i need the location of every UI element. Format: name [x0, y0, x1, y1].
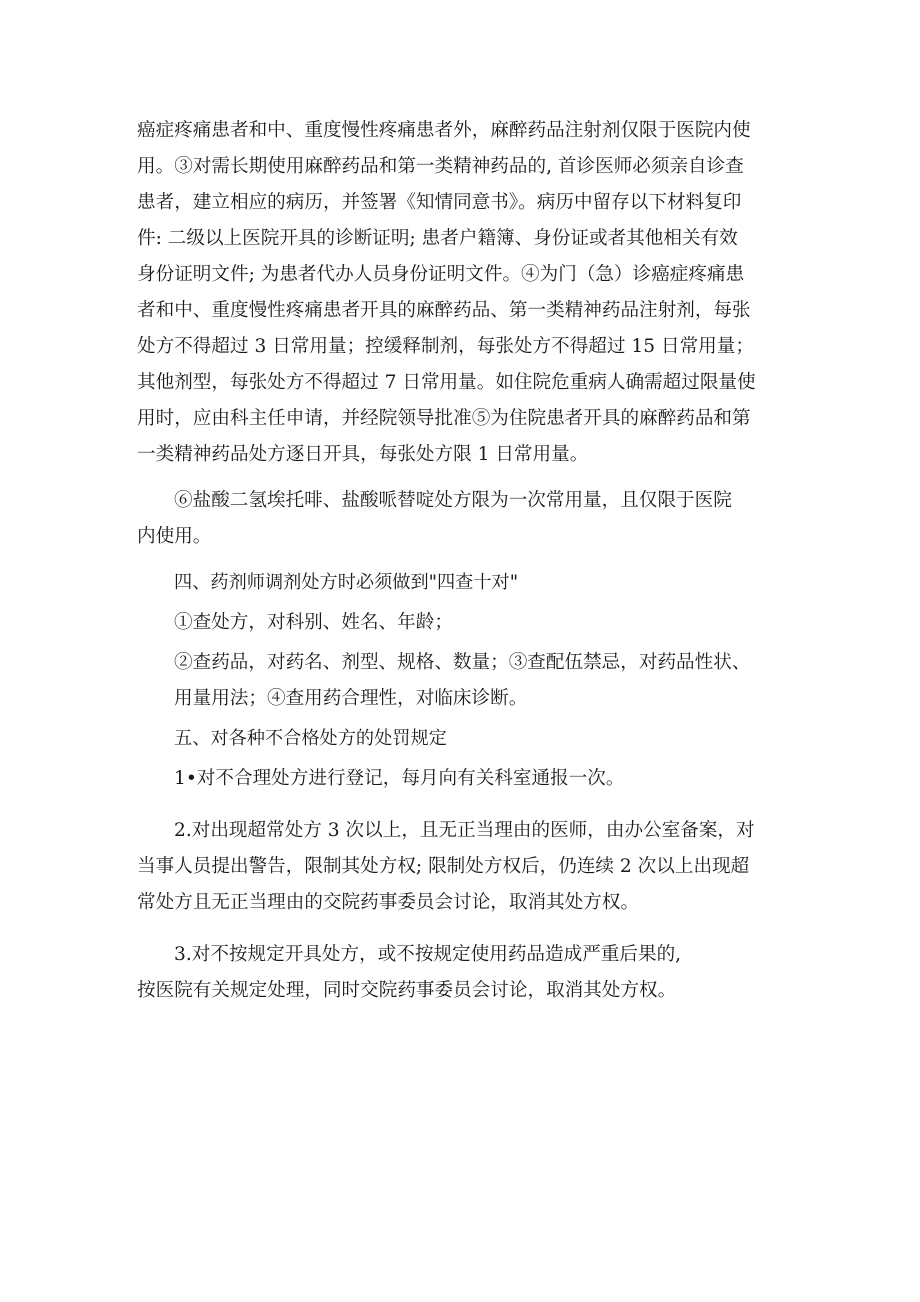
text-line: 当事人员提出警告，限制其处方权; 限制处方权后，仍连续 2 次以上出现超	[137, 856, 750, 877]
rule-1	[137, 761, 805, 797]
text-line: 者和中、重度慢性疼痛患者开具的麻醉药品、第一类精神药品注射剂，每张	[137, 300, 751, 321]
rule-2	[137, 813, 805, 921]
heading-text: 四、药剂师调剂处方时必须做到"四查十对"	[174, 572, 519, 593]
text-line: 件: 二级以上医院开具的诊断证明; 患者户籍簿、身份证或者其他相关有效	[137, 228, 738, 249]
text-line: 按医院有关规定处理，同时交院药事委员会讨论，取消其处方权。	[137, 980, 677, 1001]
check-item-2	[137, 645, 805, 717]
text-line: 一类精神药品处方逐日开具，每张处方限 1 日常用量。	[137, 444, 589, 465]
text-line: 用时，应由科主任申请，并经院领导批准⑤为住院患者开具的麻醉药品和第	[137, 408, 751, 429]
text-line: 常处方且无正当理由的交院药事委员会讨论，取消其处方权。	[137, 892, 640, 913]
text-line: 3.对不按规定开具处方，或不按规定使用药品造成严重后果的,	[174, 944, 682, 965]
paragraph-special-drugs	[137, 483, 805, 555]
heading-text: 五、对各种不合格处方的处罚规定	[174, 728, 447, 749]
text-line: 身份证明文件; 为患者代办人员身份证明文件。④为门（急）诊癌症疼痛患	[137, 264, 745, 285]
check-item-1	[137, 605, 805, 641]
paragraph-narcotic-rules	[137, 113, 805, 473]
section-heading-four-checks	[137, 565, 805, 601]
text-line: ①查处方，对科别、姓名、年龄；	[174, 612, 453, 633]
text-line: 用量用法；④查用药合理性，对临床诊断。	[174, 688, 528, 709]
text-line: ⑥盐酸二氢埃托啡、盐酸哌替啶处方限为一次常用量，且仅限于医院	[174, 490, 732, 511]
text-line: 处方不得超过 3 日常用量；控缓释制剂，每张处方不得超过 15 日常用量；	[137, 336, 754, 357]
text-line: 2.对出现超常处方 3 次以上，且无正当理由的医师，由办公室备案，对	[174, 820, 755, 841]
text-line: 癌症疼痛患者和中、重度慢性疼痛患者外，麻醉药品注射剂仅限于医院内使	[137, 120, 751, 141]
text-line: 患者，建立相应的病历，并签署《知情同意书》。病历中留存以下材料复印	[137, 192, 742, 213]
text-line: 其他剂型，每张处方不得超过 7 日常用量。如住院危重病人确需超过限量使	[137, 372, 756, 393]
text-line: 内使用。	[137, 526, 212, 547]
document-page	[137, 113, 805, 1009]
rule-3	[137, 937, 805, 1009]
text-line: 1•对不合理处方进行登记，每月向有关科室通报一次。	[174, 768, 625, 789]
text-line: 用。③对需长期使用麻醉药品和第一类精神药品的, 首诊医师必须亲自诊查	[137, 156, 744, 177]
text-line: ②查药品，对药名、剂型、规格、数量；③查配伍禁忌，对药品性状、	[174, 652, 751, 673]
section-heading-penalties	[137, 721, 805, 757]
